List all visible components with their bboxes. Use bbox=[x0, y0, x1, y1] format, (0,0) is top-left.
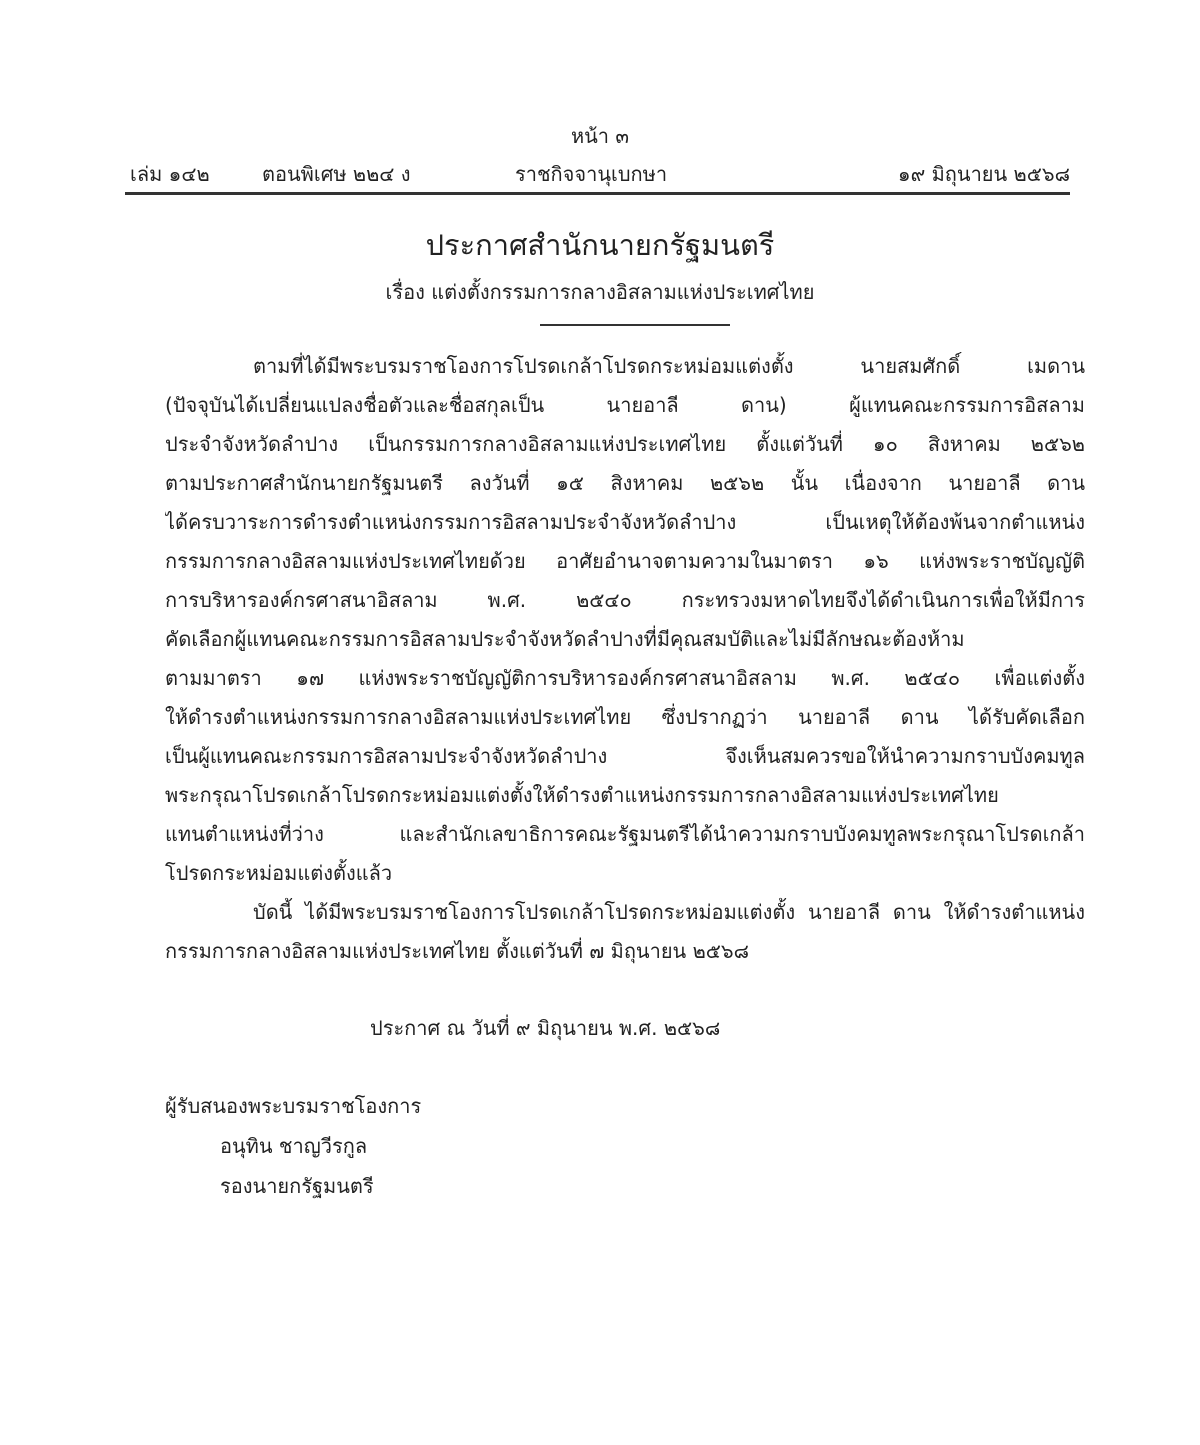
signature-block bbox=[165, 1090, 421, 1210]
announcement-date: ประกาศ ณ วันที่ ๙ มิถุนายน พ.ศ. ๒๕๖๘ bbox=[370, 1016, 721, 1040]
body-line: คัดเลือกผู้แทนคณะกรรมการอิสลามประจำจังหวัดลำปางที่มีคุณสมบัติและไม่มีลักษณะต้องห้าม bbox=[165, 627, 965, 651]
publication-date: ๑๙ มิถุนายน ๒๕๖๘ bbox=[897, 162, 1070, 186]
signer-name: อนุทิน ชาญวีรกูล bbox=[220, 1134, 368, 1158]
body-line: (ปัจจุบันได้เปลี่ยนแปลงชื่อตัวและชื่อสกุลเป็น นายอาลี ดาน) ผู้แทนคณะกรรมการอิสลาม bbox=[165, 393, 1085, 417]
gazette-header bbox=[130, 158, 1070, 188]
document-subject: เรื่อง แต่งตั้งกรรมการกลางอิสลามแห่งประเทศไทย bbox=[385, 280, 815, 304]
body-line: บัดนี้ ได้มีพระบรมราชโองการโปรดเกล้าโปรดกระหม่อมแต่งตั้ง นายอาลี ดาน ให้ดำรงตำแหน่ง bbox=[253, 900, 1085, 924]
body-line: โปรดกระหม่อมแต่งตั้งแล้ว bbox=[165, 861, 393, 885]
body-line: ตามประกาศสำนักนายกรัฐมนตรี ลงวันที่ ๑๕ สิงหาคม ๒๕๖๒ นั้น เนื่องจาก นายอาลี ดาน bbox=[165, 471, 1085, 495]
body-line: พระกรุณาโปรดเกล้าโปรดกระหม่อมแต่งตั้งให้ดำรงตำแหน่งกรรมการกลางอิสลามแห่งประเทศไทย bbox=[165, 783, 999, 807]
document-body bbox=[165, 350, 1085, 974]
header-rule bbox=[125, 192, 1070, 195]
signer-position: รองนายกรัฐมนตรี bbox=[220, 1174, 374, 1198]
countersign-label: ผู้รับสนองพระบรมราชโองการ bbox=[165, 1094, 422, 1118]
body-line: เป็นผู้แทนคณะกรรมการอิสลามประจำจังหวัดลำปาง จึงเห็นสมควรขอให้นำความกราบบังคมทูล bbox=[165, 744, 1085, 768]
body-line: แทนตำแหน่งที่ว่าง และสำนักเลขาธิการคณะรัฐมนตรีได้นำความกราบบังคมทูลพระกรุณาโปรดเกล้า bbox=[165, 822, 1085, 846]
body-line: กรรมการกลางอิสลามแห่งประเทศไทยด้วย อาศัยอำนาจตามความในมาตรา ๑๖ แห่งพระราชบัญญัติ bbox=[165, 549, 1085, 573]
body-line: ตามมาตรา ๑๗ แห่งพระราชบัญญัติการบริหารองค์กรศาสนาอิสลาม พ.ศ. ๒๕๔๐ เพื่อแต่งตั้ง bbox=[165, 666, 1085, 690]
body-line: การบริหารองค์กรศาสนาอิสลาม พ.ศ. ๒๕๔๐ กระทรวงมหาดไทยจึงได้ดำเนินการเพื่อให้มีการ bbox=[165, 588, 1085, 612]
body-line: ได้ครบวาระการดำรงตำแหน่งกรรมการอิสลามประจำจังหวัดลำปาง เป็นเหตุให้ต้องพ้นจากตำแหน่ง bbox=[165, 510, 1085, 534]
body-line: กรรมการกลางอิสลามแห่งประเทศไทย ตั้งแต่วันที่ ๗ มิถุนายน ๒๕๖๘ bbox=[165, 939, 750, 963]
body-line: ประจำจังหวัดลำปาง เป็นกรรมการกลางอิสลามแห่งประเทศไทย ตั้งแต่วันที่ ๑๐ สิงหาคม ๒๕๖๒ bbox=[165, 432, 1085, 456]
document-title: ประกาศสำนักนายกรัฐมนตรี bbox=[425, 228, 775, 262]
title-divider bbox=[540, 324, 730, 326]
body-line: ให้ดำรงตำแหน่งกรรมการกลางอิสลามแห่งประเทศไทย ซึ่งปรากฏว่า นายอาลี ดาน ได้รับคัดเลือก bbox=[165, 705, 1085, 729]
volume: เล่ม ๑๔๒ bbox=[130, 162, 210, 186]
section: ตอนพิเศษ ๒๒๔ ง bbox=[262, 162, 411, 186]
publication-name: ราชกิจจานุเบกษา bbox=[515, 162, 668, 186]
body-line: ตามที่ได้มีพระบรมราชโองการโปรดเกล้าโปรดกระหม่อมแต่งตั้ง นายสมศักดิ์ เมดาน bbox=[253, 354, 1085, 378]
page-number: หน้า ๓ bbox=[570, 124, 630, 148]
